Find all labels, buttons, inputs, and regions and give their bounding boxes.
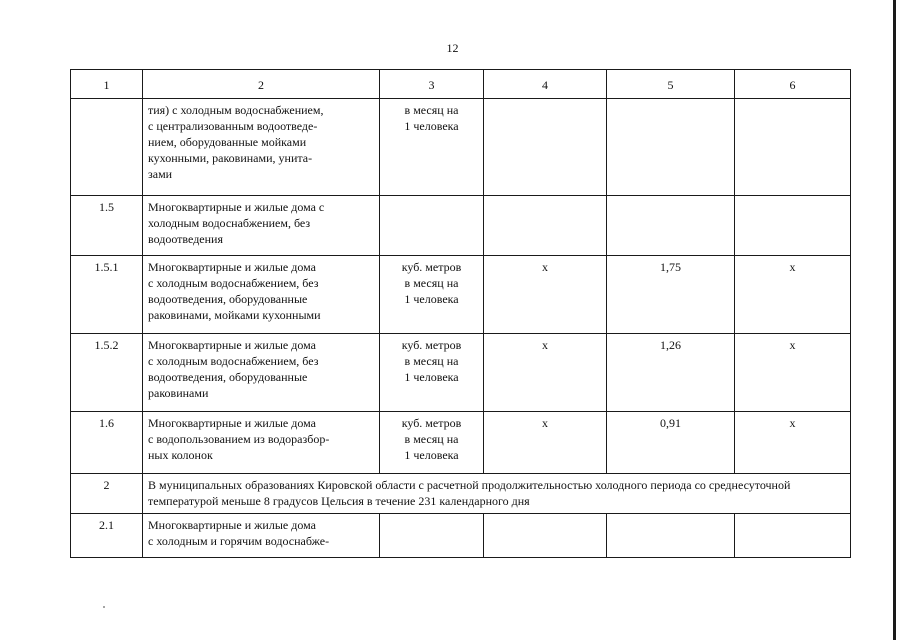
row-unit (380, 196, 484, 256)
row-value-col6 (735, 99, 851, 196)
row-description: тия) с холодным водоснабжением, с централизованным водоотведе- нием, оборудованные мойками кухонными, раковинами, унита- зами (143, 99, 380, 196)
row-number (71, 99, 143, 196)
section-title: В муниципальных образованиях Кировской области с расчетной продолжительностью холодного периода со среднесуточной температурой меньше 8 градусов Цельсия в течение 231 календарного дня (143, 474, 851, 514)
row-description: Многоквартирные и жилые дома с холодным водоснабжением, без водоотведения, оборудованные раковинами (143, 334, 380, 412)
page-number: 12 (446, 41, 459, 55)
row-number: 1.6 (71, 412, 143, 474)
header-col-4: 4 (484, 70, 607, 99)
row-value-col6: х (735, 334, 851, 412)
row-value-col5: 1,26 (607, 334, 735, 412)
row-unit: куб. метров в месяц на 1 человека (380, 256, 484, 334)
row-number: 1.5 (71, 196, 143, 256)
table-row (71, 514, 851, 558)
row-value-col4 (484, 99, 607, 196)
scan-edge-line (893, 0, 896, 640)
table-row (71, 196, 851, 256)
row-value-col5 (607, 196, 735, 256)
table-row (71, 256, 851, 334)
row-description: Многоквартирные и жилые дома с холодным водоснабжением, без водоотведения (143, 196, 380, 256)
header-col-3: 3 (380, 70, 484, 99)
row-number: 1.5.2 (71, 334, 143, 412)
row-value-col4: х (484, 412, 607, 474)
row-number: 2.1 (71, 514, 143, 558)
section-number: 2 (71, 474, 143, 514)
row-description: Многоквартирные и жилые дома с холодным и горячим водоснабже- (143, 514, 380, 558)
row-value-col4: х (484, 256, 607, 334)
row-value-col6: х (735, 412, 851, 474)
row-value-col6: х (735, 256, 851, 334)
scan-speck (103, 606, 105, 608)
row-value-col5: 1,75 (607, 256, 735, 334)
row-unit: в месяц на 1 человека (380, 99, 484, 196)
row-unit: куб. метров в месяц на 1 человека (380, 412, 484, 474)
row-value-col6 (735, 196, 851, 256)
table-header-row (71, 70, 851, 99)
row-value-col5 (607, 99, 735, 196)
table-row (71, 334, 851, 412)
header-col-5: 5 (607, 70, 735, 99)
row-number: 1.5.1 (71, 256, 143, 334)
row-description: Многоквартирные и жилые дома с холодным водоснабжением, без водоотведения, оборудованные раковинами, мойками кухонными (143, 256, 380, 334)
row-value-col4 (484, 196, 607, 256)
section-row (71, 474, 851, 514)
row-value-col4 (484, 514, 607, 558)
norms-table (70, 69, 851, 558)
header-col-1: 1 (71, 70, 143, 99)
row-unit: куб. метров в месяц на 1 человека (380, 334, 484, 412)
row-unit (380, 514, 484, 558)
row-value-col4: х (484, 334, 607, 412)
header-col-6: 6 (735, 70, 851, 99)
header-col-2: 2 (143, 70, 380, 99)
row-description: Многоквартирные и жилые дома с водопользованием из водоразбор- ных колонок (143, 412, 380, 474)
row-value-col5 (607, 514, 735, 558)
table-row (71, 99, 851, 196)
row-value-col5: 0,91 (607, 412, 735, 474)
row-value-col6 (735, 514, 851, 558)
table-row (71, 412, 851, 474)
